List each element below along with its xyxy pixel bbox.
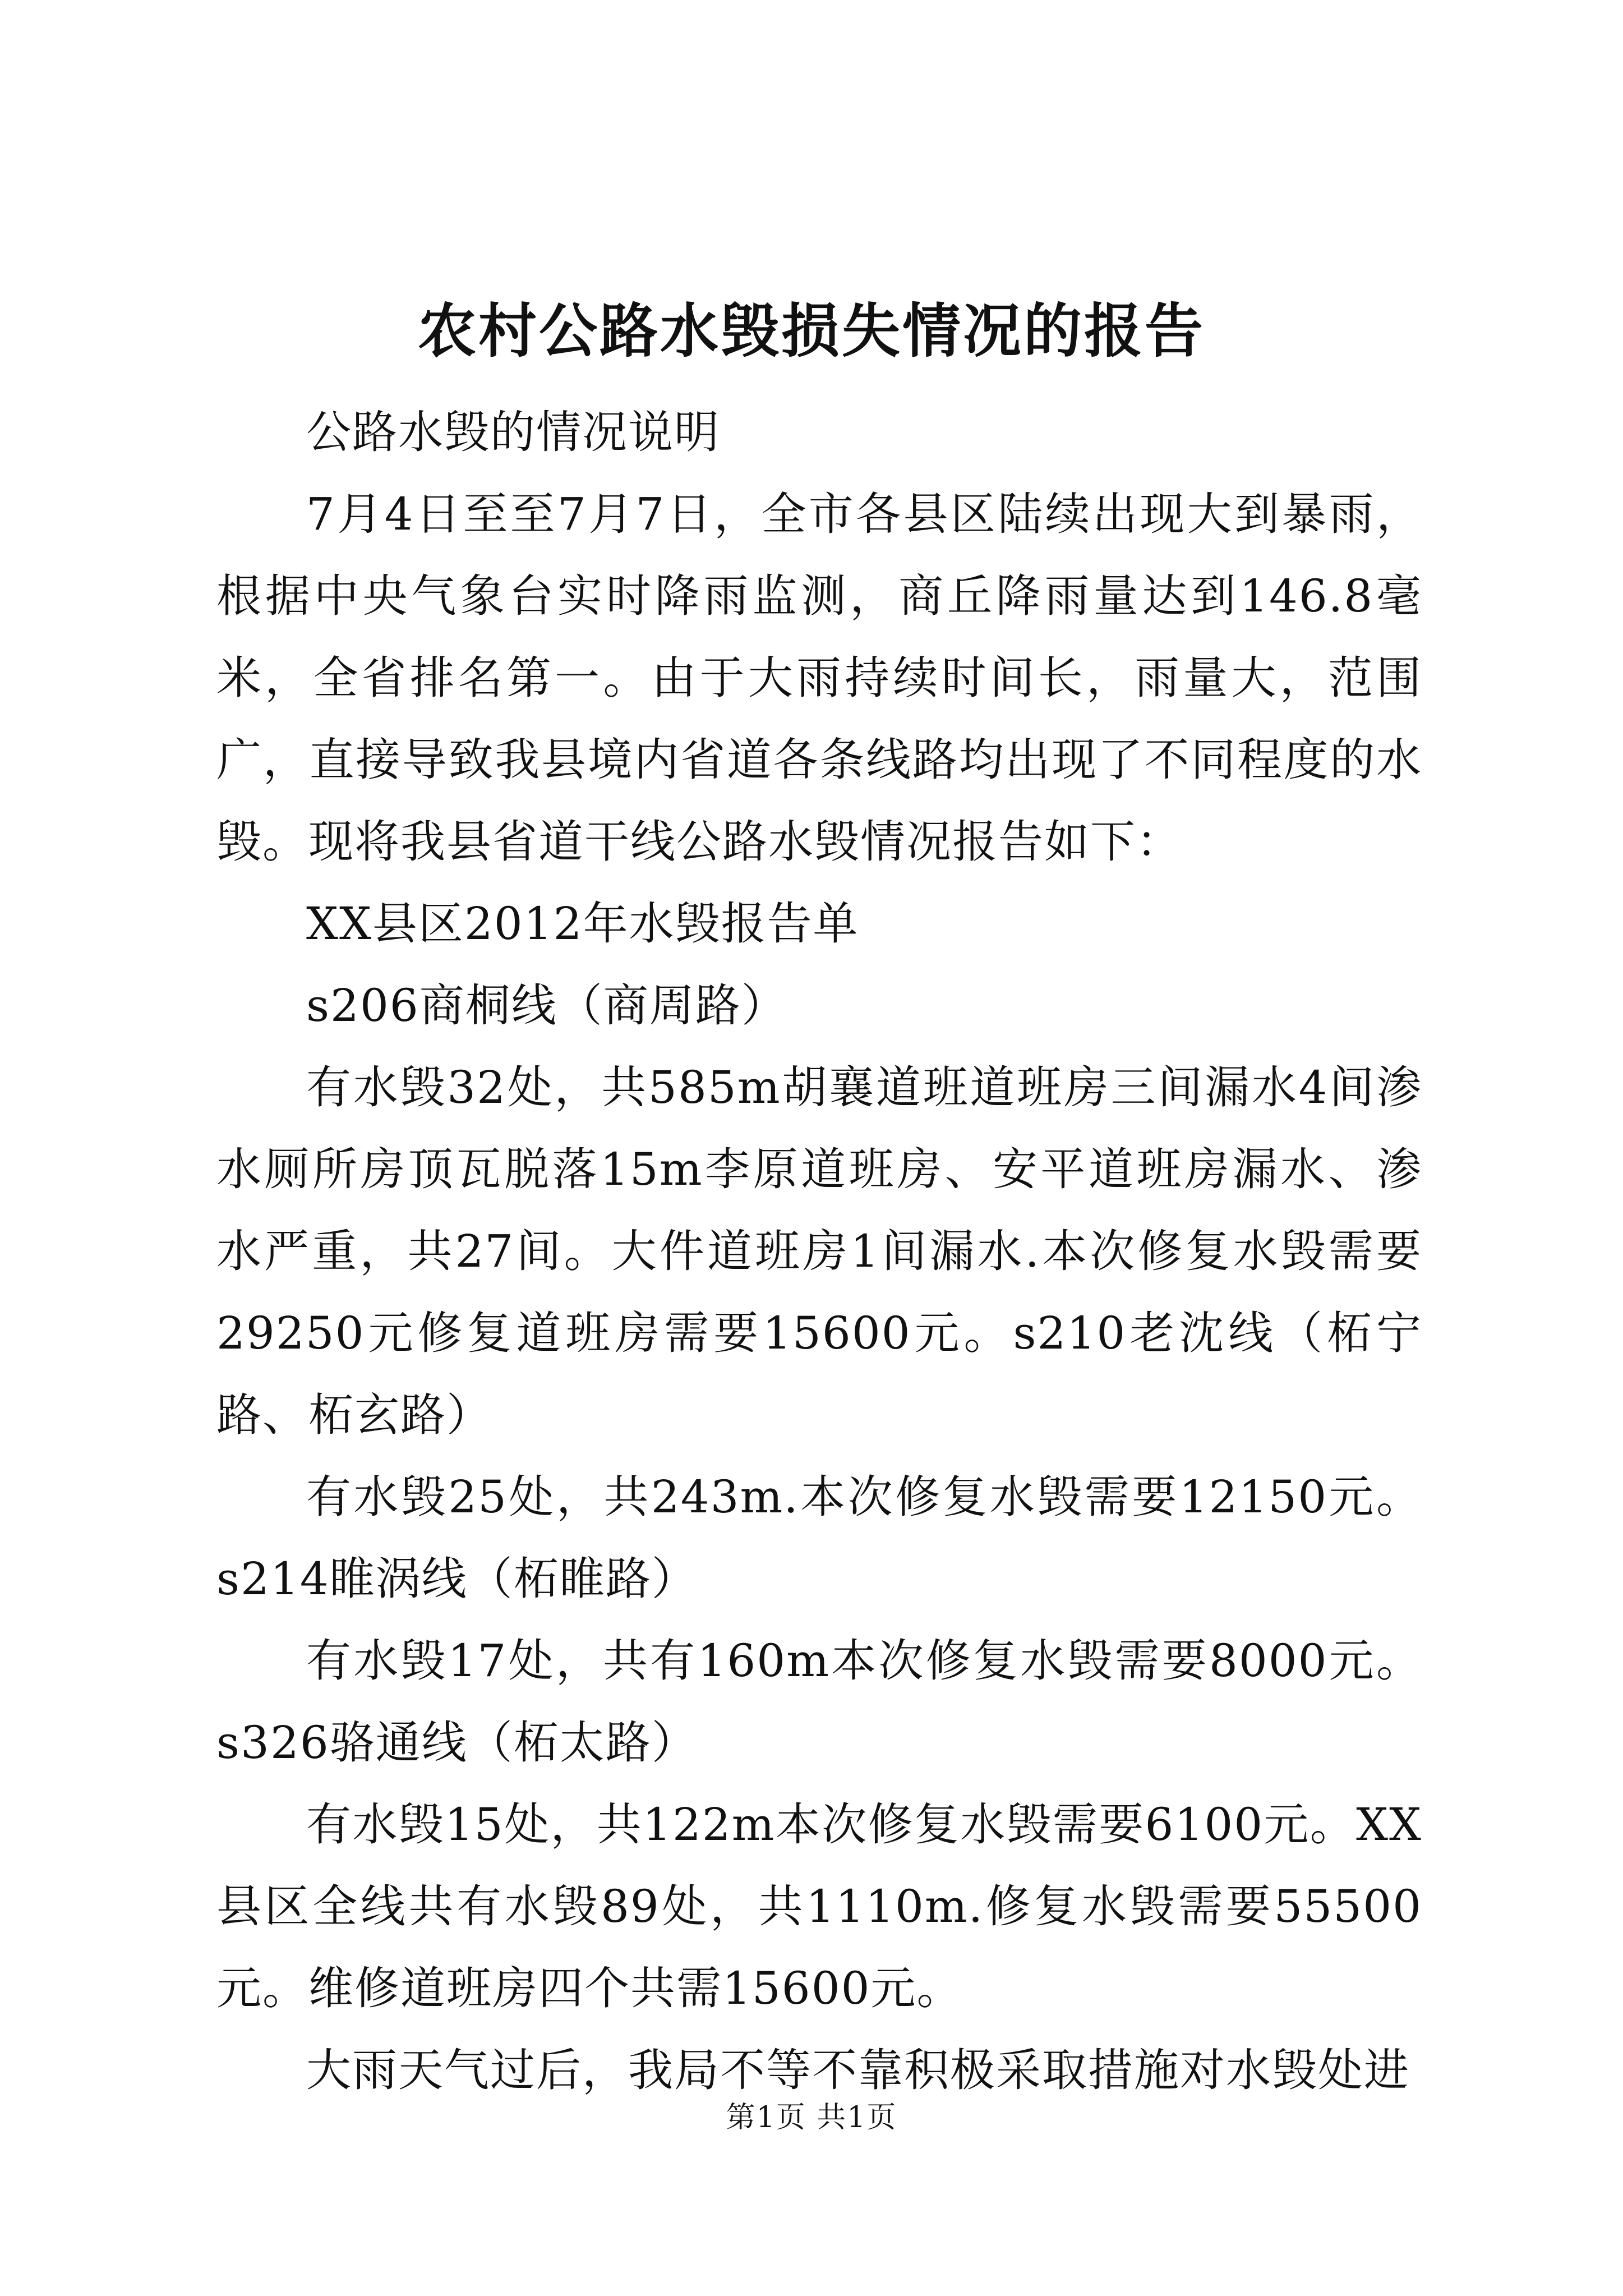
paragraph-s326-damage: 有水毁15处，共122m本次修复水毁需要6100元。XX县区全线共有水毁89处，共1110m.修复水毁需要55500元。维修道班房四个共需15600元。 bbox=[216, 1798, 1422, 2014]
paragraph-s214-damage: 有水毁17处，共有160m本次修复水毁需要8000元。s326骆通线（柘太路） bbox=[216, 1635, 1422, 1769]
paragraph-rainfall-summary: 7月4日至至7月7日，全市各县区陆续出现大到暴雨，根据中央气象台实时降雨监测，商丘降雨量达到146.8毫米，全省排名第一。由于大雨持续时间长，雨量大，范围广，直接导致我县境内省道各条线路均出现了不同程度的水毁。现将我县省道干线公路水毁情况报告如下： bbox=[216, 488, 1422, 868]
paragraph-report-sheet-title: XX县区2012年水毁报告单 bbox=[306, 898, 859, 950]
document-title: 农村公路水毁损失情况的报告 bbox=[417, 296, 1205, 365]
paragraph-s206-damage: 有水毁32处，共585m胡襄道班道班房三间漏水4间渗水厕所房顶瓦脱落15m李原道班房、安平道班房漏水、渗水严重，共27间。大件道班房1间漏水.本次修复水毁需要29250元修复道班房需要15600元。s210老沈线（柘宁路、柘玄路） bbox=[216, 1061, 1422, 1441]
paragraph-s210-damage: 有水毁25处，共243m.本次修复水毁需要12150元。s214睢涡线（柘睢路） bbox=[216, 1471, 1422, 1605]
paragraph-response: 大雨天气过后，我局不等不靠积极采取措施对水毁处进 bbox=[306, 2044, 1410, 2096]
paragraph-heading: 公路水毁的情况说明 bbox=[306, 406, 720, 458]
page-number-footer: 第1页 共1页 bbox=[726, 2101, 897, 2134]
paragraph-route-s206: s206商桐线（商周路） bbox=[306, 979, 787, 1032]
document-body bbox=[216, 392, 1422, 2111]
